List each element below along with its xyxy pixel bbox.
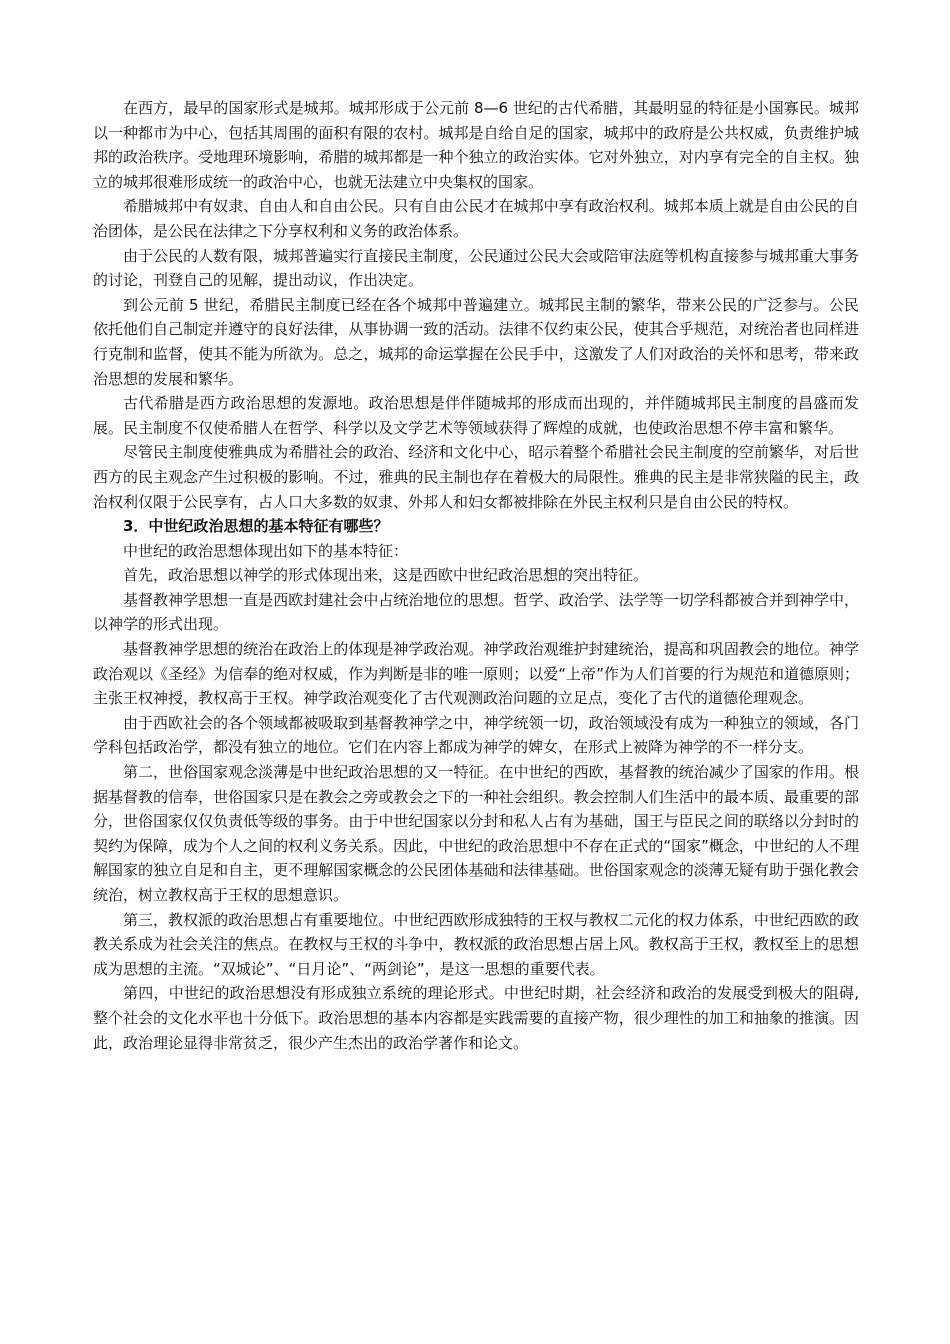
paragraph-theology-dominance: 由于西欧社会的各个领域都被吸取到基督教神学之中，神学统领一切，政治领域没有成为一种独立的领域，各门学科包括政治学，都没有独立的地位。它们在内容上都成为神学的婢女，在形式上被降为神学的不一样分支。 (93, 713, 859, 757)
paragraph-origin-political-thought: 古代希腊是西方政治思想的发源地。政治思想是伴伴随城邦的形成而出现的，并伴随城邦民主制度的昌盛而发展。民主制度不仅使希腊人在哲学、科学以及文学艺术等领域获得了辉煌的成就，也使政治思想不停丰富和繁华。 (93, 394, 859, 437)
document-page (93, 96, 859, 1055)
paragraph-fifth-century-democracy: 到公元前 5 世纪，希腊民主制度已经在各个城邦中普遍建立。城邦民主制的繁华，带来公民的广泛参与。公民依托他们自己制定并遵守的良好法律，从事协调一致的活动。法律不仅约束公民，使其合乎规范，对统治者也同样进行克制和监督，使其不能为所欲为。总之，城邦的命运掌握在公民手中，这激发了人们对政治的关怀和思考，带来政治思想的发展和繁华。 (93, 295, 859, 388)
paragraph-theological-politics: 基督教神学思想的统治在政治上的体现是神学政治观。神学政治观维护封建统治，提高和巩固教会的地位。神学政治观以《圣经》为信奉的绝对权威，作为判断是非的唯一原则；以爱“上帝”作为人们首要的行为规范和道德原则；主张王权神授，教权高于王权。神学政治观变化了古代观测政治问题的立足点，变化了古代的道德伦理观念。 (93, 640, 859, 708)
paragraph-features-intro: 中世纪的政治思想体现出如下的基本特征： (123, 541, 409, 560)
paragraph-feature-third: 第三，教权派的政治思想占有重要地位。中世纪西欧形成独特的王权与教权二元化的权力体系，中世纪西欧的政教关系成为社会关注的焦点。在教权与王权的斗争中，教权派的政治思想占居上风。教权高于王权，教权至上的思想成为思想的主流。“双城论”、“日月论”、“两剑论”，是这一思想的重要代表。 (93, 910, 859, 978)
paragraph-feature-first: 首先，政治思想以神学的形式体现出来，这是西欧中世纪政治思想的突出特征。 (123, 566, 649, 585)
paragraph-city-state-origin: 在西方，最早的国家形式是城邦。城邦形成于公元前 8—6 世纪的古代希腊，其最明显的特征是小国寡民。城邦以一种都市为中心，包括其周围的面积有限的农村。城邦是自给自足的国家，城邦中的政府是公共权威，负责维护城邦的政治秩序。受地理环境影响，希腊的城邦都是一种个独立的政治实体。它对外独立，对内享有完全的自主权。独立的城邦很难形成统一的政治中心，也就无法建立中央集权的国家。 (93, 99, 859, 191)
paragraph-athens-limitations: 尽管民主制度使雅典成为希腊社会的政治、经济和文化中心，昭示着整个希腊社会民主制度的空前繁华，对后世西方的民主观念产生过积极的影响。不过，雅典的民主制也存在着极大的局限性。雅典的民主是非常狭隘的民主，政治权利仅限于公民享有，占人口大多数的奴隶、外邦人和妇女都被排除在外民主权利只是自由公民的特权。 (93, 443, 859, 511)
paragraph-direct-democracy: 由于公民的人数有限，城邦普遍实行直接民主制度，公民通过公民大会或陪审法庭等机构直接参与城邦重大事务的讨论，刊登自己的见解，提出动议，作出决定。 (93, 246, 859, 290)
paragraph-feature-second: 第二，世俗国家观念淡薄是中世纪政治思想的又一特征。在中世纪的西欧，基督教的统治减少了国家的作用。根据基督教的信奉，世俗国家只是在教会之旁或教会之下的一种社会组织。教会控制人们生活中的最本质、最重要的部分，世俗国家仅仅负责低等级的事务。由于中世纪国家以分封和私人占有为基础，国王与臣民之间的联络以分封时的契约为保障，成为个人之间的权利义务关系。因此，中世纪的政治思想中不存在正式的“国家”概念，中世纪的人不理解国家的独立自足和自主，更不理解国家概念的公民团体基础和法律基础。世俗国家观念的淡薄无疑有助于强化教会统治，树立教权高于王权的思想意识。 (93, 763, 859, 904)
paragraph-christian-theology: 基督教神学思想一直是西欧封建社会中占统治地位的思想。哲学、政治学、法学等一切学科都被合并到神学中，以神学的形式出现。 (93, 590, 859, 634)
paragraph-feature-fourth: 第四，中世纪的政治思想没有形成独立系统的理论形式。中世纪时期，社会经济和政治的发展受到极大的阻碍,整个社会的文化水平也十分低下。政治思想的基本内容都是实践需要的直接产物，很少理性的加工和抽象的推演。因此，政治理论显得非常贫乏，很少产生杰出的政治学著作和论文。 (93, 984, 859, 1052)
paragraph-greek-citizens: 希腊城邦中有奴隶、自由人和自由公民。只有自由公民才在城邦中享有政治权利。城邦本质上就是自由公民的自治团体，是公民在法律之下分享权利和义务的政治体系。 (93, 197, 859, 240)
section-heading: 3．中世纪政治思想的基本特征有哪些？ (123, 517, 389, 536)
